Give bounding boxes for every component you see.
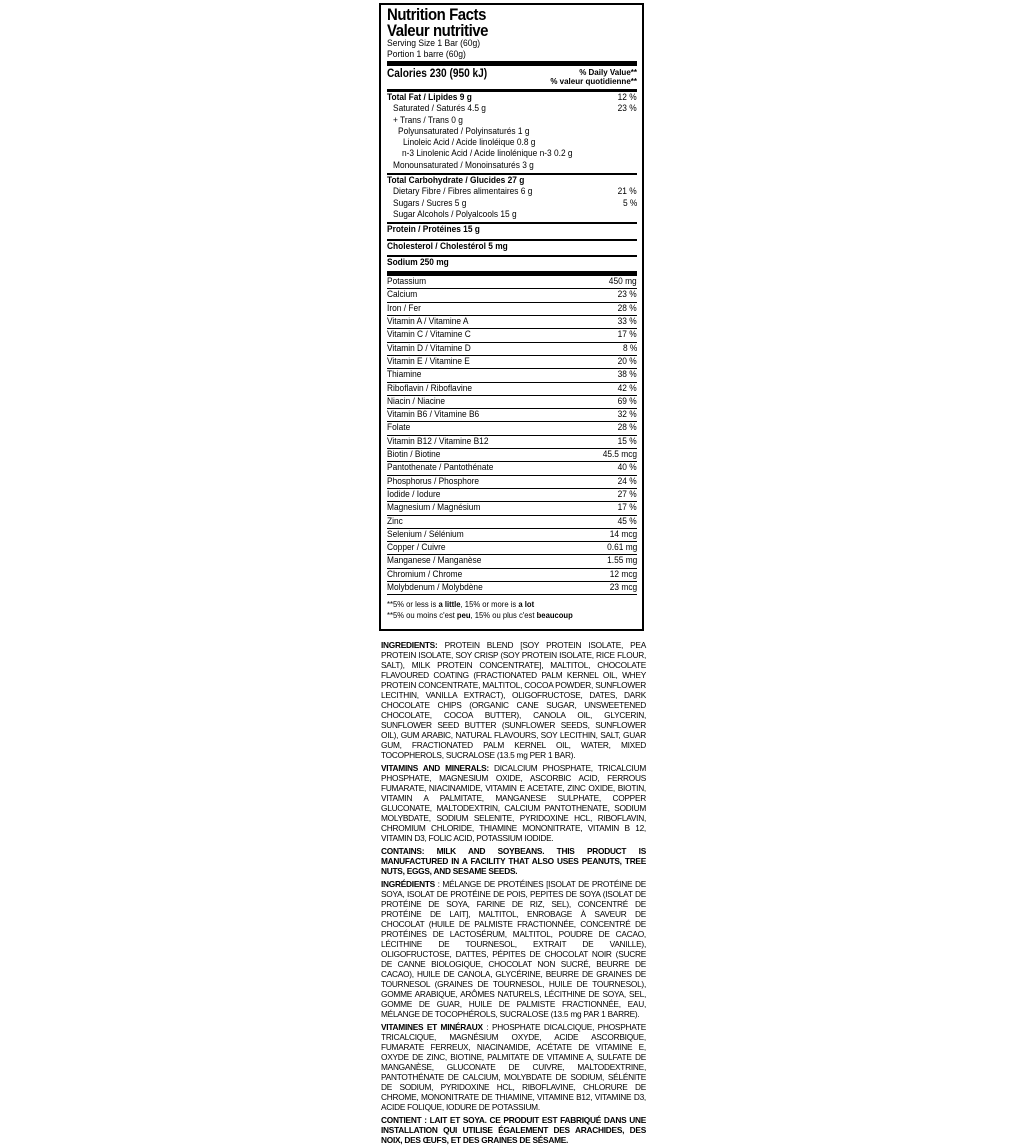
nutrient-row: Polyunsaturated / Polyinsaturés 1 g bbox=[398, 125, 530, 137]
serving-size-fr: Portion 1 barre (60g) bbox=[387, 48, 466, 60]
ingredient-text: : PHOSPHATE DICALCIQUE, PHOSPHATE TRICALCIQUE, MAGNÉSIUM OXYDE, ACIDE ASCORBIQUE, FUMARATE FERREUX, NIACINAMIDE, ACÉTATE DE VITAMINE E, OXYDE DE ZINC, BIOTINE, PALMITATE DE VITAMINE A, SULFATE DE MANGANÈSE, GLUCONATE DE CUIVRE, MALTODEXTRINE, PANTOTHÉNATE DE CALCIUM, MOLYBDATE DE SODIUM, SÉLÉNITE DE SODIUM, PYRIDOXINE HCL, RIBOFLAVINE, CHLORURE DE CHROME, MONONITRATE DE THIAMINE, VITAMINE B12, VITAMINE D3, ACIDE FOLIQUE, IODURE DE POTASSIUM. bbox=[381, 1022, 646, 1112]
daily-value-fr: % valeur quotidienne** bbox=[550, 77, 637, 86]
vitamin-label: Folate bbox=[387, 422, 411, 434]
vitamin-row bbox=[387, 542, 637, 555]
vitamin-value: 32 % bbox=[617, 409, 637, 421]
vitamin-value: 23 % bbox=[617, 289, 637, 301]
vitamin-row bbox=[387, 289, 637, 302]
vitamin-label: Magnesium / Magnésium bbox=[387, 502, 481, 514]
vitamin-value: 28 % bbox=[617, 422, 637, 434]
nutrient-row: Cholesterol / Cholestérol 5 mg bbox=[387, 240, 508, 252]
ingredient-paragraph bbox=[381, 846, 646, 876]
ingredient-text: DICALCIUM PHOSPHATE, TRICALCIUM PHOSPHATE, MAGNESIUM OXIDE, ASCORBIC ACID, FERROUS FUMARATE, NIACINAMIDE, VITAMIN E ACETATE, ZINC OXIDE, BIOTIN, VITAMIN A PALMITATE, MANGANESE SULPHATE, COPPER GLUCONATE, MALTODEXTRIN, CALCIUM PANTOTHENATE, SODIUM MOLYBDATE, SODIUM SELENITE, PYRIDOXINE HCL, RIBOFLAVIN, CHROMIUM CHLORIDE, THIAMINE MONONITRATE, VITAMIN B 12, VITAMIN D3, FOLIC ACID, POTASSIUM IODIDE. bbox=[381, 763, 646, 843]
vitamin-value: 17 % bbox=[617, 329, 637, 341]
vitamin-label: Vitamin B6 / Vitamine B6 bbox=[387, 409, 480, 421]
vitamin-label: Molybdenum / Molybdène bbox=[387, 581, 483, 593]
vitamin-row bbox=[387, 516, 637, 529]
vitamin-value: 40 % bbox=[617, 462, 637, 474]
vitamin-label: Iodide / Iodure bbox=[387, 488, 441, 500]
vitamin-label: Vitamin E / Vitamine E bbox=[387, 355, 470, 367]
footnote-en: **5% or less is a little, 15% or more is a lot bbox=[387, 599, 535, 610]
footnote-fr: **5% ou moins c'est peu, 15% ou plus c'est beaucoup bbox=[387, 610, 573, 621]
ingredient-heading: INGREDIENTS: bbox=[381, 640, 438, 650]
ingredient-paragraph bbox=[381, 879, 646, 1019]
nutrient-row: Sodium 250 mg bbox=[387, 256, 449, 268]
vitamin-label: Iron / Fer bbox=[387, 302, 421, 314]
vitamin-label: Biotin / Biotine bbox=[387, 449, 441, 461]
vitamin-label: Zinc bbox=[387, 515, 403, 527]
ingredient-text: PROTEIN BLEND [SOY PROTEIN ISOLATE, PEA PROTEIN ISOLATE, SOY CRISP (SOY PROTEIN ISOLATE, RICE FLOUR, SALT), MILK PROTEIN CONCENTRATE], MALTITOL, CHOCOLATE FLAVOURED COATING (FRACTIONATED PALM KERNEL OIL, WHEY PROTEIN CONCENTRATE, MALTITOL, COCOA POWDER, SUNFLOWER LECITHIN, VANILLA EXTRACT), OLIGOFRUCTOSE, DATES, DARK CHOCOLATE CHIPS (ORGANIC CANE SUGAR, UNSWEETENED CHOCOLATE, COCOA BUTTER), CANOLA OIL, GLYCERIN, SUNFLOWER SEED BUTTER (SUNFLOWER SEEDS, SUNFLOWER OIL), GUM ARABIC, NATURAL FLAVOURS, SOY LECITHIN, SALT, GUAR GUM, FRACTIONATED PALM KERNEL OIL, WATER, MIXED TOCOPHEROLS, SUCRALOSE (13.5 mg PER 1 BAR). bbox=[381, 640, 646, 760]
vitamin-row bbox=[387, 582, 637, 595]
vitamin-value: 14 mcg bbox=[609, 528, 637, 540]
nutrient-row: Monounsaturated / Monoinsaturés 3 g bbox=[393, 159, 534, 171]
vitamin-value: 45.5 mcg bbox=[602, 449, 637, 461]
vitamin-label: Calcium bbox=[387, 289, 418, 301]
vitamin-value: 15 % bbox=[617, 435, 637, 447]
vitamin-row bbox=[387, 476, 637, 489]
ingredient-heading: INGRÉDIENTS bbox=[381, 879, 435, 889]
ingredient-heading: VITAMINS AND MINERALS: bbox=[381, 763, 489, 773]
calories: Calories 230 (950 kJ) bbox=[387, 68, 488, 80]
vitamin-value: 38 % bbox=[617, 369, 637, 381]
calories-row bbox=[387, 61, 637, 86]
vitamin-row bbox=[387, 303, 637, 316]
vitamin-label: Niacin / Niacine bbox=[387, 395, 446, 407]
nutrient-row: Saturated / Saturés 4.5 g 23 % bbox=[393, 103, 637, 115]
nutrient-row: + Trans / Trans 0 g bbox=[393, 114, 463, 126]
serving-size-en: Serving Size 1 Bar (60g) bbox=[387, 38, 481, 49]
vitamin-label: Vitamin A / Vitamine A bbox=[387, 316, 469, 328]
ingredient-heading: VITAMINES ET MINÉRAUX bbox=[381, 1022, 483, 1032]
vitamin-label: Copper / Cuivre bbox=[387, 542, 446, 554]
vitamin-row bbox=[387, 356, 637, 369]
vitamin-label: Vitamin C / Vitamine C bbox=[387, 329, 471, 341]
vitamin-row bbox=[387, 555, 637, 568]
nutrient-row: Sugar Alcohols / Polyalcools 15 g bbox=[393, 208, 517, 220]
vitamin-row bbox=[387, 502, 637, 515]
vitamin-row bbox=[387, 409, 637, 422]
vitamin-value: 12 mcg bbox=[609, 568, 637, 580]
vitamin-value: 23 mcg bbox=[609, 581, 637, 593]
vitamin-value: 20 % bbox=[617, 355, 637, 367]
daily-value-header bbox=[550, 68, 637, 86]
vitamin-value: 17 % bbox=[617, 502, 637, 514]
nutrition-facts-panel bbox=[379, 3, 644, 631]
vitamin-row bbox=[387, 449, 637, 462]
vitamin-label: Pantothenate / Pantothénate bbox=[387, 462, 494, 474]
vitamin-row bbox=[387, 529, 637, 542]
vitamin-row bbox=[387, 489, 637, 502]
ingredients-section bbox=[381, 640, 646, 1148]
nutrient-row: Dietary Fibre / Fibres alimentaires 6 g 21 % bbox=[393, 186, 637, 198]
vitamin-label: Vitamin B12 / Vitamine B12 bbox=[387, 435, 489, 447]
vitamin-value: 450 mg bbox=[609, 276, 637, 288]
vitamin-value: 33 % bbox=[617, 316, 637, 328]
vitamin-value: 27 % bbox=[617, 488, 637, 500]
vitamin-row bbox=[387, 343, 637, 356]
nutrient-row: n-3 Linolenic Acid / Acide linolénique n-3 0.2 g bbox=[402, 148, 573, 160]
vitamin-label: Phosphorus / Phosphore bbox=[387, 475, 480, 487]
ingredient-paragraph bbox=[381, 763, 646, 843]
ingredient-paragraph bbox=[381, 640, 646, 760]
vitamin-label: Riboflavin / Riboflavine bbox=[387, 382, 473, 394]
daily-value-en: % Daily Value** bbox=[579, 68, 637, 77]
nutrient-row: Linoleic Acid / Acide linoléique 0.8 g bbox=[403, 137, 536, 149]
nutrient-row: Total Fat / Lipides 9 g 12 % bbox=[387, 92, 637, 103]
vitamin-label: Chromium / Chrome bbox=[387, 568, 463, 580]
vitamin-row bbox=[387, 316, 637, 329]
vitamin-row bbox=[387, 396, 637, 409]
vitamin-label: Potassium bbox=[387, 276, 427, 288]
nutrient-row: Total Carbohydrate / Glucides 27 g bbox=[387, 175, 525, 187]
vitamin-value: 1.55 mg bbox=[606, 555, 637, 567]
vitamin-value: 45 % bbox=[617, 515, 637, 527]
vitamin-label: Vitamin D / Vitamine D bbox=[387, 342, 471, 354]
ingredient-heading: CONTAINS: MILK AND SOYBEANS. THIS PRODUCT IS MANUFACTURED IN A FACILITY THAT ALSO USES PEANUTS, TREE NUTS, EGGS, AND SESAME SEEDS. bbox=[381, 846, 646, 876]
vitamin-value: 0.61 mg bbox=[606, 542, 637, 554]
vitamin-label: Manganese / Manganèse bbox=[387, 555, 482, 567]
title-fr: Valeur nutritive bbox=[387, 21, 489, 40]
ingredient-heading: CONTIENT : LAIT ET SOYA. CE PRODUIT EST FABRIQUÉ DANS UNE INSTALLATION QUI UTILISE ÉGALEMENT DES ARACHIDES, DES NOIX, DES ŒUFS, ET DES GRAINES DE SÉSAME. bbox=[381, 1115, 646, 1145]
vitamin-value: 28 % bbox=[617, 302, 637, 314]
nutrient-row: Sugars / Sucres 5 g 5 % bbox=[393, 197, 637, 209]
vitamin-row bbox=[387, 436, 637, 449]
vitamin-row bbox=[387, 569, 637, 582]
vitamin-label: Selenium / Sélénium bbox=[387, 528, 464, 540]
vitamin-row bbox=[387, 422, 637, 435]
title-en: Nutrition Facts bbox=[387, 5, 486, 24]
vitamin-row bbox=[387, 383, 637, 396]
vitamin-label: Thiamine bbox=[387, 369, 422, 381]
vitamin-row bbox=[387, 329, 637, 342]
vitamin-row bbox=[387, 369, 637, 382]
ingredient-paragraph bbox=[381, 1115, 646, 1145]
vitamin-value: 69 % bbox=[617, 395, 637, 407]
ingredient-paragraph bbox=[381, 1022, 646, 1112]
vitamins-list bbox=[387, 276, 637, 595]
vitamin-value: 42 % bbox=[617, 382, 637, 394]
vitamin-row bbox=[387, 462, 637, 475]
vitamin-row bbox=[387, 276, 637, 289]
vitamin-value: 8 % bbox=[622, 342, 637, 354]
ingredient-text: : MÉLANGE DE PROTÉINES [ISOLAT DE PROTÉINE DE SOYA, ISOLAT DE PROTÉINE DE POIS, PEPITES DE SOYA (ISOLAT DE PROTÉINE DE SOYA, FARINE DE RIZ, SEL), CONCENTRÉ DE PROTÉINE DE LAIT], MALTITOL, ENROBAGE À SAVEUR DE CHOCOLAT (HUILE DE PALMISTE FRACTIONNÉE, CONCENTRÉ DE PROTÉINES DE LACTOSÉRUM, MALTITOL, POUDRE DE CACAO, LÉCITHINE DE TOURNESOL, EXTRAIT DE VANILLE), OLIGOFRUCTOSE, DATTES, PÉPITES DE CHOCOLAT NOIR (SUCRE DE CANNE BIOLOGIQUE, CHOCOLAT NON SUCRÉ, BEURRE DE CACAO), HUILE DE CANOLA, GLYCÉRINE, BEURRE DE GRAINES DE TOURNESOL (GRAINES DE TOURNESOL, HUILE DE TOURNESOL), GOMME ARABIQUE, ARÔMES NATURELS, LÉCITHINE DE SOYA, SEL, GOMME DE GUAR, HUILE DE PALMISTE FRACTIONNÉE, EAU, MÉLANGE DE TOCOPHÉROLS, SUCRALOSE (13.5 mg PAR 1 BARRE). bbox=[381, 879, 646, 1019]
vitamin-value: 24 % bbox=[617, 475, 637, 487]
nutrient-row: Protein / Protéines 15 g bbox=[387, 224, 480, 236]
